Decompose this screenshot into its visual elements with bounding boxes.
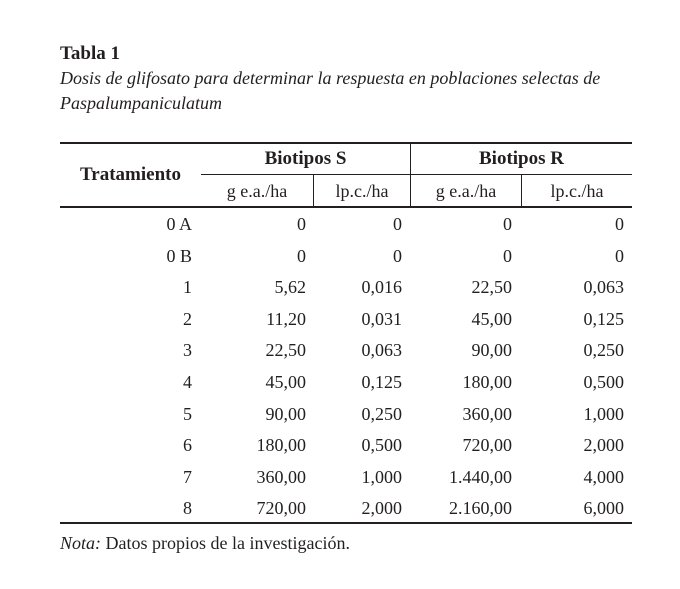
cell-s-gea: 180,00 <box>256 435 306 456</box>
cell-r-lpc: 2,000 <box>583 435 624 456</box>
cell-r-lpc: 6,000 <box>583 498 624 519</box>
table-row <box>60 335 632 367</box>
cell-tratamiento: 0 B <box>166 245 192 266</box>
subheader-r-gea: g e.a./ha <box>435 181 497 201</box>
table-row <box>60 272 632 304</box>
note-label: Nota: <box>60 533 102 553</box>
table-row <box>60 241 632 273</box>
table-note <box>60 530 350 556</box>
table-row <box>60 304 632 336</box>
cell-r-gea: 2.160,00 <box>449 498 512 519</box>
cell-r-lpc: 0,063 <box>583 277 624 298</box>
subheader-s-gea: g e.a./ha <box>226 181 288 201</box>
cell-r-lpc: 0,250 <box>583 340 624 361</box>
cell-s-gea: 360,00 <box>256 466 306 487</box>
table-caption: Dosis de glifosato para determinar la respuesta en poblaciones selectas de Paspalumpaniculatum <box>60 68 601 113</box>
cell-s-gea: 22,50 <box>265 340 306 361</box>
table-row <box>60 367 632 399</box>
cell-r-lpc: 0,500 <box>583 372 624 392</box>
cell-tratamiento: 1 <box>183 277 192 298</box>
cell-s-gea: 11,20 <box>266 308 306 329</box>
header-rule <box>60 206 632 208</box>
table-row <box>60 430 632 462</box>
cell-tratamiento: 5 <box>183 403 192 424</box>
cell-tratamiento: 3 <box>183 340 192 361</box>
cell-r-gea: 22,50 <box>471 277 512 298</box>
cell-r-gea: 90,00 <box>471 340 512 361</box>
cell-s-lpc: 0,031 <box>361 308 402 329</box>
cell-s-lpc: 0,500 <box>361 435 402 456</box>
cell-s-lpc: 1,000 <box>361 466 402 487</box>
cell-r-gea: 0 <box>503 245 512 266</box>
subheader-s-lpc: lp.c./ha <box>335 181 389 201</box>
top-rule <box>60 142 632 144</box>
cell-tratamiento: 0 A <box>166 214 192 234</box>
header-biotipos-s: Biotipos S <box>264 148 347 169</box>
cell-s-gea: 720,00 <box>256 498 306 519</box>
cell-s-lpc: 0,063 <box>361 340 402 361</box>
cell-tratamiento: 2 <box>183 308 192 329</box>
cell-r-gea: 360,00 <box>462 403 512 424</box>
header-tratamiento: Tratamiento <box>80 164 181 185</box>
cell-s-gea: 90,00 <box>265 403 306 424</box>
cell-r-lpc: 1,000 <box>583 403 624 424</box>
cell-r-lpc: 0 <box>615 245 624 266</box>
cell-s-lpc: 0 <box>393 245 402 266</box>
table-label: Tabla 1 <box>60 43 121 64</box>
cell-s-gea: 0 <box>297 214 306 234</box>
table-row <box>60 462 632 494</box>
cell-r-gea: 720,00 <box>462 435 512 456</box>
cell-s-lpc: 0 <box>393 214 402 234</box>
cell-s-gea: 45,00 <box>265 372 306 392</box>
table-row <box>60 493 632 525</box>
subheader-r-lpc: lp.c./ha <box>550 181 604 201</box>
cell-tratamiento: 4 <box>183 372 192 392</box>
cell-s-gea: 5,62 <box>274 277 306 298</box>
cell-r-gea: 180,00 <box>462 372 512 392</box>
cell-tratamiento: 7 <box>183 466 192 487</box>
cell-r-lpc: 0 <box>615 214 624 234</box>
table-row <box>60 209 632 241</box>
cell-r-gea: 1.440,00 <box>449 466 512 487</box>
cell-s-lpc: 0,125 <box>361 372 402 392</box>
cell-s-lpc: 2,000 <box>361 498 402 519</box>
cell-tratamiento: 6 <box>183 435 192 456</box>
cell-r-gea: 0 <box>503 214 512 234</box>
cell-s-lpc: 0,016 <box>361 277 402 298</box>
note-text: Datos propios de la investigación. <box>101 533 350 553</box>
cell-tratamiento: 8 <box>183 498 192 519</box>
header-biotipos-r: Biotipos R <box>479 148 564 169</box>
group-rule <box>201 174 632 175</box>
cell-r-lpc: 4,000 <box>583 466 624 487</box>
table-row <box>60 399 632 431</box>
cell-r-lpc: 0,125 <box>583 308 624 329</box>
cell-r-gea: 45,00 <box>471 308 512 329</box>
cell-s-gea: 0 <box>297 245 306 266</box>
cell-s-lpc: 0,250 <box>361 403 402 424</box>
